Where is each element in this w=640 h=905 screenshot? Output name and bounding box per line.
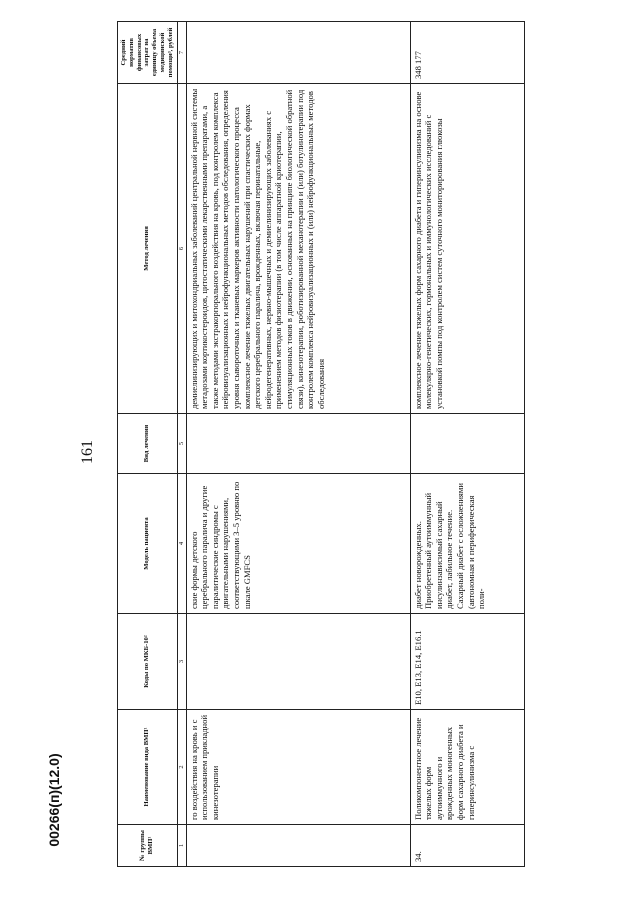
column-number: 1 — [177, 825, 186, 867]
header-row — [118, 22, 178, 867]
table-row — [410, 22, 524, 867]
cell-method: демиелинизирующих и митохондриальных заболеваний центральной нервной системы метадозами кортикостероидов, цитостатическими лекарственными препаратами, а также методами экстракорпорального воздействия на кровь, под контролем комплекса нейровизуализационных и нейрофункциональных методов обследования, определения уровня сывороточных и тканевых маркеров активности патологического процесса комплексное лечение тяжелых двигательных нарушений при спастических формах детского церебрального паралича, врожденных, включая перинатальные, нейродегенеративных, нервно-мышечных и демиелинизирующих заболеваниях с применением методов физиотерапии (в том числе аппаратной криотерапии, стимуляционных токов в движении, основанных на принципе биологической обратной связи), кинезотерапии, роботизированной механотерапии и (или) ботулинотерапии под контролем комплекса нейровизуализационных и (или) нейрофункциональных методов обследования — [186, 84, 410, 414]
column-number: 2 — [177, 710, 186, 825]
header-model: Модель пациента — [118, 474, 178, 614]
cell-model: ские формы детского церебрального паралича и другие паралитические синдромы с двигательными нарушениями, соответствующими 3–5 уровню по шкале GMFCS — [186, 474, 410, 614]
header-method: Метод лечения — [118, 84, 178, 414]
column-number: 6 — [177, 84, 186, 414]
header-price: Средний норматив финансовых затрат на единицу объема медицинской помощи³, рублей — [118, 22, 178, 84]
table-container — [117, 22, 507, 867]
vmp-table — [117, 21, 525, 867]
column-number-row — [177, 22, 186, 867]
cell-group — [186, 825, 410, 867]
column-number: 3 — [177, 614, 186, 710]
cell-method: комплексное лечение тяжелых форм сахарного диабета и гиперинсулинизма на основе молекулярно-генетических, гормональных и иммунологических исследований с установкой помпы под контролем систем суточного мониторирования глюкозы — [410, 84, 524, 414]
cell-codes — [186, 614, 410, 710]
cell-price: 348 177 — [410, 22, 524, 84]
cell-type — [186, 414, 410, 474]
cell-group: 34. — [410, 825, 524, 867]
document-code: 00266(п)(12.0) — [46, 753, 62, 847]
table-row — [186, 22, 410, 867]
header-group: № группы ВМП¹ — [118, 825, 178, 867]
header-codes: Коды по МКБ-10² — [118, 614, 178, 710]
header-name: Наименование вида ВМП¹ — [118, 710, 178, 825]
column-number: 5 — [177, 414, 186, 474]
cell-name: го воздействия на кровь и с использованием прикладной кинезотерапии — [186, 710, 410, 825]
cell-price — [186, 22, 410, 84]
header-type: Вид лечения — [118, 414, 178, 474]
column-number: 4 — [177, 474, 186, 614]
cell-type — [410, 414, 524, 474]
column-number: 7 — [177, 22, 186, 84]
cell-codes: E10, E13, E14, E16.1 — [410, 614, 524, 710]
cell-model: диабет новорожденных. Приобретенный аутоиммунный инсулинзависимый сахарный диабет, лабильное течение. Сахарный диабет с осложнениями (автономная и периферическая поли- — [410, 474, 524, 614]
page-number: 161 — [79, 440, 96, 464]
cell-name: Поликомпонентное лечение тяжелых форм аутоиммунного и врожденных моногенных форм сахарного диабета и гиперинсулинизма с — [410, 710, 524, 825]
